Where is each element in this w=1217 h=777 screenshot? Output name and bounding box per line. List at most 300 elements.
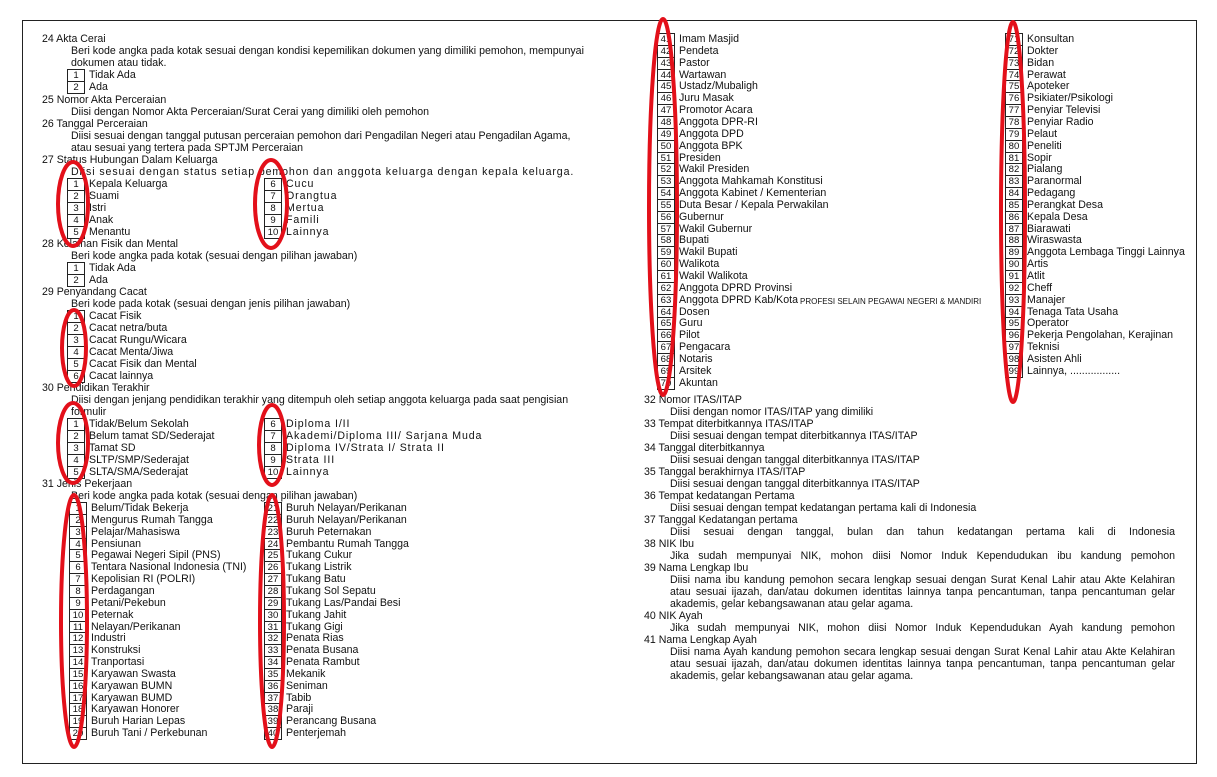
option-item-label: Cacat Rungu/Wicara [89, 334, 187, 346]
job-item-label: Teknisi [1027, 341, 1060, 354]
code-box: 65 [657, 317, 675, 330]
option-item-label: Belum tamat SD/Sederajat [89, 430, 215, 442]
code-box: 53 [657, 175, 675, 188]
red-oval-jobs-col1 [61, 495, 87, 747]
code-box: 88 [1005, 234, 1023, 247]
code-box: 74 [1005, 69, 1023, 82]
job-item-label: Wakil Presiden [679, 163, 750, 176]
job-item-label: Pensiunan [91, 537, 142, 550]
section-desc: Jika sudah mempunyai NIK, mohon diisi Nomor Induk Kependudukan ibu kandung pemohon [670, 550, 1175, 562]
job-item-label: Mengurus Rumah Tangga [91, 513, 213, 526]
job-item-label: Pendeta [679, 44, 719, 57]
red-oval-status-col2 [255, 160, 287, 248]
job-item-label: Dosen [679, 305, 710, 318]
code-box: 44 [657, 69, 675, 82]
section-desc: akademis, gelar kebangsawanan atau gelar agama. [670, 670, 914, 682]
job-item-label: Peternak [91, 608, 134, 621]
red-oval-jobs-col3 [649, 19, 677, 395]
job-item-label: Anggota BPK [679, 139, 743, 152]
option-item-label: Tidak/Belum Sekolah [89, 418, 189, 430]
code-box: 57 [657, 223, 675, 236]
job-item-label: Karyawan BUMN [91, 679, 173, 692]
code-box: 17 [69, 692, 87, 705]
code-box: 11 [69, 621, 87, 634]
job-item-label: Bupati [679, 234, 710, 247]
code-box: 97 [1005, 341, 1023, 354]
job-item-label: Belum/Tidak Bekerja [91, 502, 189, 514]
code-box: 73 [1005, 57, 1023, 70]
code-box: 38 [264, 703, 282, 716]
code-box: 3 [67, 334, 85, 347]
section-desc: atau sesuai yang tertera pada SPTJM Perceraian [71, 142, 304, 154]
job-item-label: Anggota Mahkamah Konstitusi [679, 175, 823, 188]
option-item-label: Ada [89, 81, 108, 93]
option-item-label: Orangtua [286, 190, 338, 202]
code-box: 48 [657, 116, 675, 129]
code-box: 10 [264, 226, 282, 239]
job-item-label: Juru Masak [679, 92, 734, 105]
code-box: 70 [657, 377, 675, 390]
job-item-label: Tukang Las/Pandai Besi [286, 596, 401, 609]
option-item-label: Suami [89, 190, 120, 202]
option-item-label: Ada [89, 274, 108, 286]
red-oval-status-col1 [58, 162, 88, 246]
red-oval-disability [62, 310, 86, 386]
option-item-label: Tidak Ada [89, 262, 136, 274]
code-box: 64 [657, 306, 675, 319]
code-box: 80 [1005, 140, 1023, 153]
code-box: 87 [1005, 223, 1023, 236]
code-box: 32 [264, 632, 282, 645]
code-box: 90 [1005, 258, 1023, 271]
job-item-label: Petani/Pekebun [91, 596, 166, 609]
code-box: 51 [657, 152, 675, 165]
code-box: 59 [657, 246, 675, 259]
code-box: 27 [264, 573, 282, 586]
code-box: 36 [264, 680, 282, 693]
job-item-label: Guru [679, 317, 703, 330]
code-box: 1 [67, 262, 85, 275]
code-box: 49 [657, 128, 675, 141]
code-box: 10 [69, 609, 87, 622]
code-box: 62 [657, 282, 675, 295]
job-item-label: Pastor [679, 56, 710, 69]
code-box: 30 [264, 609, 282, 622]
code-box: 92 [1005, 282, 1023, 295]
code-box: 2 [67, 322, 85, 335]
job-item-label: Penterjemah [286, 727, 347, 740]
option-item-label: Tamat SD [89, 442, 136, 454]
job-item-label: Tentara Nasional Indonesia (TNI) [91, 561, 247, 574]
job-item-label: Manajer [1027, 293, 1066, 306]
code-box: 12 [69, 632, 87, 645]
job-item-label: Penata Busana [286, 644, 359, 657]
job-item-label: Biarawati [1027, 222, 1071, 235]
option-item-label: Diploma IV/Strata I/ Strata II [286, 442, 445, 454]
code-box: 15 [69, 668, 87, 681]
code-box: 10 [264, 466, 282, 479]
job-item-label: Cheff [1027, 281, 1053, 294]
job-item-label: Notaris [679, 352, 713, 365]
option-item-label: Mertua [286, 202, 325, 214]
code-box: 50 [657, 140, 675, 153]
code-box: 28 [264, 585, 282, 598]
code-box: 4 [67, 346, 85, 359]
job-item-label: Seniman [286, 679, 328, 692]
code-box: 89 [1005, 246, 1023, 259]
code-box: 83 [1005, 175, 1023, 188]
profession-note: PROFESI SELAIN PEGAWAI NEGERI & MANDIRI [800, 297, 982, 306]
code-box: 5 [69, 549, 87, 562]
code-box: 77 [1005, 104, 1023, 117]
section-title: 28 Kelainan Fisik dan Mental [42, 238, 179, 250]
code-box: 81 [1005, 152, 1023, 165]
code-box: 46 [657, 92, 675, 105]
section-title: 38 NIK Ibu [644, 538, 695, 550]
code-box: 91 [1005, 270, 1023, 283]
job-item-label: Akuntan [679, 376, 718, 389]
code-box: 31 [264, 621, 282, 634]
code-box: 1 [67, 69, 85, 82]
code-box: 8 [264, 442, 282, 455]
code-box: 85 [1005, 199, 1023, 212]
option-item-label: Diploma I/II [286, 418, 351, 430]
job-item-label: Apoteker [1027, 80, 1070, 93]
code-box: 6 [67, 370, 85, 383]
code-box: 9 [264, 214, 282, 227]
section-title: 30 Pendidikan Terakhir [42, 382, 150, 394]
section-desc: dokumen atau tidak. [71, 57, 167, 69]
section-title: 35 Tanggal berakhirnya ITAS/ITAP [644, 466, 806, 478]
section-title: 36 Tempat kedatangan Pertama [644, 490, 795, 502]
code-box: 2 [67, 81, 85, 94]
job-item-label: Pialang [1027, 163, 1063, 176]
section-desc: akademis, gelar kebangsawanan atau gelar agama. [670, 598, 914, 610]
code-box: 9 [69, 597, 87, 610]
job-item-label: Wakil Bupati [679, 246, 738, 259]
option-item-label: Cacat netra/buta [89, 322, 168, 334]
job-item-label: Anggota DPRD Kab/Kota [679, 293, 798, 306]
section-desc: Diisi sesuai dengan tempat kedatangan pertama kali di Indonesia [670, 502, 977, 514]
job-item-label: Presiden [679, 151, 721, 164]
job-item-label: Wartawan [679, 68, 727, 81]
code-box: 40 [264, 727, 282, 740]
code-box: 43 [657, 57, 675, 70]
code-box: 6 [69, 561, 87, 574]
code-box: 3 [67, 442, 85, 455]
section-title: 32 Nomor ITAS/ITAP [644, 394, 742, 406]
job-item-label: Penata Rambut [286, 656, 360, 669]
section-desc: Beri kode angka pada kotak sesuai dengan kondisi kepemilikan dokumen yang dimiliki pemohon, mempunyai [71, 45, 584, 57]
job-item-label: Penata Rias [286, 632, 344, 645]
job-item-label: Tukang Batu [286, 573, 346, 586]
code-box: 94 [1005, 306, 1023, 319]
job-item-label: Pelajar/Mahasiswa [91, 525, 180, 538]
code-box: 79 [1005, 128, 1023, 141]
job-item-label: Psikiater/Psikologi [1027, 92, 1113, 105]
code-box: 8 [69, 585, 87, 598]
code-box: 7 [264, 430, 282, 443]
option-item-label: Cucu [286, 178, 315, 190]
red-oval-jobs-col2 [260, 495, 284, 747]
job-item-label: Tukang Sol Sepatu [286, 584, 376, 597]
section-desc: atau sesuai ijazah, dan/atau dokumen identitas lainnya tanpa pencantuman, tanpa pencantuman gelar [670, 658, 1175, 670]
option-item-label: Cacat Menta/Jiwa [89, 346, 174, 358]
job-item-label: Anggota Lembaga Tinggi Lainnya [1027, 246, 1185, 259]
section-desc: Diisi dengan nomor ITAS/ITAP yang dimiliki [670, 406, 874, 418]
code-box: 75 [1005, 80, 1023, 93]
job-item-label: Imam Masjid [679, 33, 740, 45]
option-item-label: Lainnya [286, 466, 330, 478]
job-item-label: Perangkat Desa [1027, 198, 1103, 211]
code-box: 66 [657, 329, 675, 342]
job-item-label: Pelaut [1027, 127, 1058, 140]
code-box: 34 [264, 656, 282, 669]
option-item-label: Menantu [89, 226, 131, 238]
job-item-label: Buruh Nelayan/Perikanan [286, 502, 407, 514]
job-item-label: Dokter [1027, 44, 1059, 57]
code-box: 60 [657, 258, 675, 271]
section-desc: Beri kode angka pada kotak (sesuai dengan pilihan jawaban) [71, 490, 358, 502]
code-box: 78 [1005, 116, 1023, 129]
job-item-label: Wiraswasta [1027, 234, 1082, 247]
code-box: 84 [1005, 187, 1023, 200]
code-box: 5 [67, 466, 85, 479]
option-item-label: SLTP/SMP/Sederajat [89, 454, 189, 466]
section-desc: Beri kode pada kotak (sesuai dengan jenis pilihan jawaban) [71, 298, 351, 310]
job-item-label: Lainnya, ................. [1027, 364, 1121, 377]
job-item-label: Industri [91, 632, 126, 645]
job-item-label: Kepala Desa [1027, 210, 1088, 223]
code-box: 2 [67, 430, 85, 443]
job-item-label: Paraji [286, 703, 314, 716]
section-desc: Diisi sesuai dengan tempat diterbitkannya ITAS/ITAP [670, 430, 918, 442]
code-box: 4 [69, 538, 87, 551]
job-item-label: Anggota DPRD Provinsi [679, 281, 793, 294]
code-box: 2 [69, 514, 87, 527]
code-box: 2 [67, 190, 85, 203]
job-item-label: Buruh Harian Lepas [91, 715, 186, 728]
job-item-label: Duta Besar / Kepala Perwakilan [679, 198, 829, 211]
code-box: 58 [657, 234, 675, 247]
job-item-label: Nelayan/Perikanan [91, 620, 181, 633]
code-box: 21 [264, 502, 282, 515]
section-title: 29 Penyandang Cacat [42, 286, 147, 298]
code-box: 4 [67, 214, 85, 227]
code-box: 82 [1005, 163, 1023, 176]
job-item-label: Pengacara [679, 341, 731, 354]
job-item-label: Tabib [286, 691, 312, 704]
code-box: 29 [264, 597, 282, 610]
section-desc: Jika sudah mempunyai NIK, mohon diisi Nomor Induk Kependudukan Ayah kandung pemohon [670, 622, 1175, 634]
red-oval-education-col1 [58, 403, 88, 483]
job-item-label: Buruh Nelayan/Perikanan [286, 513, 407, 526]
job-item-label: Perancang Busana [286, 715, 377, 728]
job-item-label: Tukang Cukur [286, 549, 353, 562]
code-box: 26 [264, 561, 282, 574]
job-item-label: Peneliti [1027, 139, 1062, 152]
option-item-label: Tidak Ada [89, 69, 136, 81]
option-item-label: Akademi/Diploma III/ Sarjana Muda [286, 430, 483, 442]
option-item-label: Lainnya [286, 226, 330, 238]
job-item-label: Arsitek [679, 364, 712, 377]
job-item-label: Operator [1027, 317, 1069, 330]
section-title: 37 Tanggal Kedatangan pertama [644, 514, 798, 526]
code-box: 37 [264, 692, 282, 705]
job-item-label: Wakil Walikota [679, 270, 748, 282]
code-box: 23 [264, 526, 282, 539]
code-box: 1 [67, 178, 85, 191]
job-item-label: Konsultan [1027, 33, 1075, 45]
section-desc: Diisi nama Ayah kandung pemohon secara lengkap sesuai dengan Surat Kenal Lahir atau Akte Kelahiran [670, 646, 1175, 658]
code-box: 99 [1005, 365, 1023, 378]
job-item-label: Tukang Gigi [286, 620, 343, 633]
code-box: 71 [1005, 33, 1023, 46]
red-oval-jobs-col4 [1001, 22, 1025, 402]
code-box: 3 [69, 526, 87, 539]
job-item-label: Buruh Peternakan [286, 525, 372, 538]
job-item-label: Gubernur [679, 210, 724, 223]
job-item-label: Perdagangan [91, 584, 155, 597]
job-item-label: Penyiar Televisi [1027, 104, 1101, 117]
section-desc: atau sesuai ijazah, dan/atau dokumen identitas lainnya tanpa pencantuman, tanpa pencantuman gelar [670, 586, 1175, 598]
section-title: 25 Nomor Akta Perceraian [42, 94, 167, 106]
job-item-label: Pembantu Rumah Tangga [286, 537, 409, 550]
code-box: 22 [264, 514, 282, 527]
code-box: 13 [69, 644, 87, 657]
job-item-label: Kepolisian RI (POLRI) [91, 573, 196, 586]
job-item-label: Anggota DPD [679, 127, 744, 140]
section-title: 34 Tanggal diterbitkannya [644, 442, 765, 454]
job-item-label: Tukang Listrik [286, 561, 352, 574]
option-item-label: SLTA/SMA/Sederajat [89, 466, 189, 478]
job-item-label: Artis [1027, 258, 1049, 271]
code-box: 55 [657, 199, 675, 212]
code-box: 54 [657, 187, 675, 200]
code-box: 69 [657, 365, 675, 378]
job-item-label: Mekanik [286, 667, 326, 680]
code-box: 86 [1005, 211, 1023, 224]
section-desc: formulir [71, 406, 107, 418]
section-desc: Beri kode angka pada kotak (sesuai dengan pilihan jawaban) [71, 250, 358, 262]
section-desc: Diisi nama ibu kandung pemohon secara lengkap sesuai dengan Surat Kenal Lahir atau Akte Kelahiran [670, 574, 1175, 586]
job-item-label: Tenaga Tata Usaha [1027, 305, 1119, 318]
code-box: 7 [69, 573, 87, 586]
option-item-label: Kepala Keluarga [89, 178, 168, 190]
code-box: 1 [67, 418, 85, 431]
code-box: 16 [69, 680, 87, 693]
section-desc: Diisi sesuai dengan tanggal putusan perceraian pemohon dari Pengadilan Negeri atau Pengadilan Agama, [71, 130, 571, 142]
option-item-label: Famili [286, 214, 320, 226]
option-item-label: Cacat lainnya [89, 370, 154, 382]
section-title: 40 NIK Ayah [644, 610, 703, 622]
code-box: 42 [657, 45, 675, 58]
code-box: 95 [1005, 317, 1023, 330]
code-box: 6 [264, 178, 282, 191]
code-box: 45 [657, 80, 675, 93]
job-item-label: Wakil Gubernur [679, 222, 753, 235]
code-box: 47 [657, 104, 675, 117]
section-title: 31 Jenis Pekerjaan [42, 478, 133, 490]
job-item-label: Karyawan Swasta [91, 667, 176, 680]
code-box: 19 [69, 715, 87, 728]
code-box: 18 [69, 703, 87, 716]
job-item-label: Karyawan BUMD [91, 691, 173, 704]
code-box: 39 [264, 715, 282, 728]
code-box: 93 [1005, 294, 1023, 307]
section-desc: Diisi dengan Nomor Akta Perceraian/Surat Cerai yang dimiliki oleh pemohon [71, 106, 430, 118]
job-item-label: Tranportasi [91, 656, 145, 669]
code-box: 52 [657, 163, 675, 176]
job-item-label: Anggota DPR-RI [679, 115, 758, 128]
job-item-label: Pekerja Pengolahan, Kerajinan [1027, 329, 1174, 342]
code-box: 4 [67, 454, 85, 467]
code-box: 72 [1005, 45, 1023, 58]
code-box: 41 [657, 33, 675, 46]
section-title: 27 Status Hubungan Dalam Keluarga [42, 154, 218, 166]
job-item-label: Karyawan Honorer [91, 703, 180, 716]
section-title: 39 Nama Lengkap Ibu [644, 562, 749, 574]
job-item-label: Buruh Tani / Perkebunan [91, 727, 208, 740]
job-item-label: Konstruksi [91, 644, 141, 657]
option-item-label: Anak [89, 214, 114, 226]
code-box: 3 [67, 202, 85, 215]
code-box: 14 [69, 656, 87, 669]
section-desc: Diisi sesuai dengan tanggal diterbitkannya ITAS/ITAP [670, 454, 920, 466]
section-desc: Diisi sesuai dengan tanggal diterbitkannya ITAS/ITAP [670, 478, 920, 490]
option-item-label: Istri [89, 202, 107, 214]
job-item-label: Tukang Jahit [286, 608, 347, 621]
section-desc: Diisi sesuai dengan status setiap pemohon dan anggota keluarga dengan kepala keluarga. [71, 166, 575, 178]
code-box: 63 [657, 294, 675, 307]
code-box: 8 [264, 202, 282, 215]
job-item-label: Walikota [679, 258, 720, 271]
code-box: 1 [67, 310, 85, 323]
job-item-label: Ustadz/Mubaligh [679, 80, 758, 93]
job-item-label: Paranormal [1027, 175, 1082, 188]
code-box: 35 [264, 668, 282, 681]
option-item-label: Cacat Fisik [89, 310, 142, 322]
section-desc: Diisi dengan jenjang pendidikan terakhir yang ditempuh oleh setiap anggota keluarga pada saat pengisian [71, 394, 569, 406]
job-item-label: Penyiar Radio [1027, 115, 1094, 128]
job-item-label: Anggota Kabinet / Kementerian [679, 187, 827, 200]
code-box: 25 [264, 549, 282, 562]
section-desc: Diisi sesuai dengan tanggal, bulan dan tahun kedatangan pertama kali di Indonesia [670, 526, 1175, 538]
code-box: 2 [67, 274, 85, 287]
job-item-label: Bidan [1027, 56, 1055, 69]
section-title: 24 Akta Cerai [42, 33, 106, 45]
section-title: 41 Nama Lengkap Ayah [644, 634, 757, 646]
code-box: 68 [657, 353, 675, 366]
code-box: 96 [1005, 329, 1023, 342]
code-box: 1 [69, 502, 87, 515]
code-box: 7 [264, 190, 282, 203]
option-item-label: Cacat Fisik dan Mental [89, 358, 197, 370]
code-box: 76 [1005, 92, 1023, 105]
job-item-label: Asisten Ahli [1027, 352, 1082, 365]
job-item-label: Promotor Acara [679, 104, 753, 117]
code-box: 56 [657, 211, 675, 224]
job-item-label: Atlit [1027, 270, 1045, 282]
code-box: 33 [264, 644, 282, 657]
code-box: 5 [67, 226, 85, 239]
code-box: 61 [657, 270, 675, 283]
code-box: 9 [264, 454, 282, 467]
job-item-label: Pedagang [1027, 187, 1076, 200]
job-item-label: Pilot [679, 329, 700, 342]
code-box: 5 [67, 358, 85, 371]
job-item-label: Perawat [1027, 68, 1066, 81]
